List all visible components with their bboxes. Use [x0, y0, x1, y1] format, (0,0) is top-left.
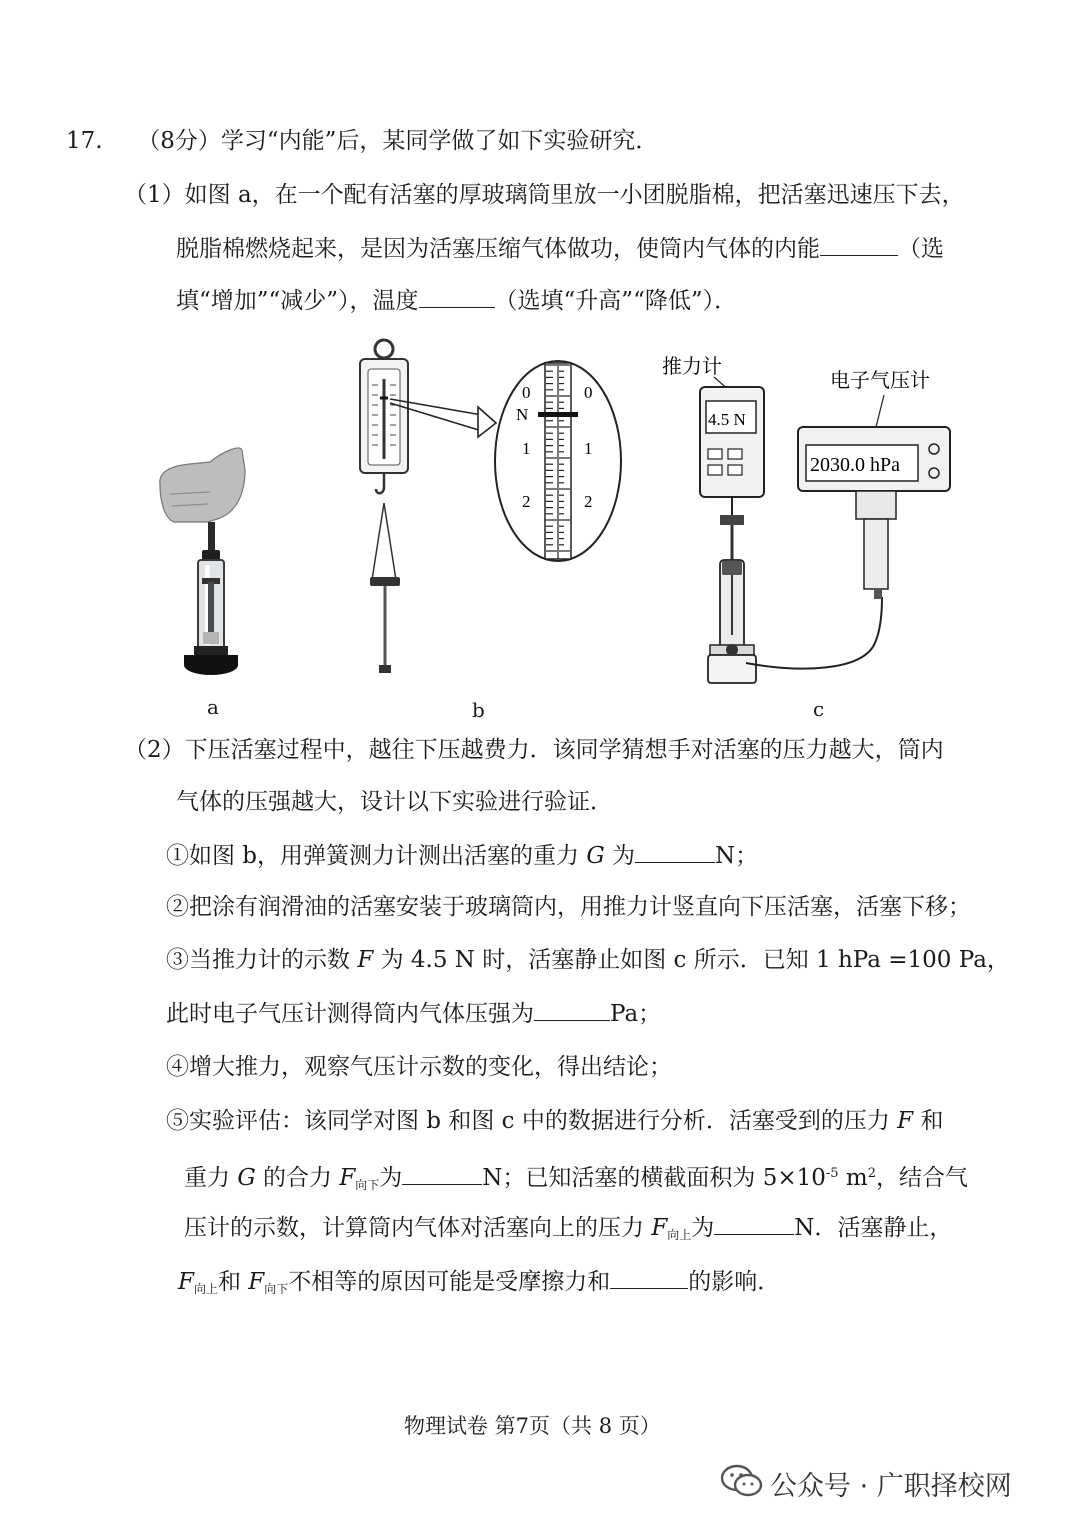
step1-var-g: G: [586, 843, 605, 869]
part2-line1: [124, 735, 944, 765]
step5-line2: [184, 1159, 968, 1200]
step3-text-a: ③当推力计的示数: [166, 947, 358, 973]
b-tick-left-2: 2: [522, 492, 531, 511]
step1: [166, 840, 758, 871]
figure-b-spring-scale: [350, 335, 650, 680]
step2-text: ②把涂有润滑油的活塞安装于玻璃筒内，用推力计竖直向下压活塞，活塞下移；: [166, 894, 971, 920]
c-push-title: 推力计: [662, 356, 722, 378]
step5-line3: [184, 1212, 952, 1250]
step5-l3-sub-up: 向上: [667, 1228, 692, 1242]
step5-text-a: ⑤实验评估：该同学对图 b 和图 c 中的数据进行分析．活塞受到的压力: [166, 1108, 898, 1134]
question-number: 17.: [66, 128, 103, 154]
c-baro-title: 电子气压计: [830, 370, 930, 392]
step5-l4-a: 和: [217, 1269, 249, 1295]
step3: [166, 945, 1010, 975]
step4-text: ④增大推力，观察气压计示数的变化，得出结论；: [166, 1054, 672, 1080]
step5-l2-sub-down: 向下: [355, 1178, 380, 1192]
question-title: （8分）学习“内能”后，某同学做了如下实验研究．: [137, 128, 659, 154]
step5-l2-e: m: [838, 1165, 868, 1191]
step5-var-f: F: [897, 1108, 914, 1134]
b-tick-left-0: 0: [522, 383, 531, 402]
figure-c-label: c: [813, 697, 825, 721]
step5-l3-b: 为: [691, 1215, 715, 1241]
step5-l2-d: N；已知活塞的横截面积为 5×10: [482, 1165, 826, 1191]
part1-text-3a: 填“增加”“减少”），温度: [176, 288, 419, 314]
step5-l4-var-f2: F: [248, 1269, 265, 1295]
part1-line3: [176, 285, 737, 316]
c-push-readout: 4.5 N: [708, 410, 746, 429]
blank-pressure[interactable]: [534, 998, 610, 1021]
part2-intro-1: 下压活塞过程中，越往下压越费力．该同学猜想手对活塞的压力越大，筒内: [184, 737, 944, 763]
step4: [166, 1052, 672, 1082]
b-tick-left-1: 1: [522, 439, 531, 458]
figure-a-label: a: [207, 695, 219, 719]
part1-text-3b: （选填“升高”“降低”）．: [494, 288, 738, 314]
step5-l2-c: 为: [379, 1165, 403, 1191]
part1-text-2-tail: （选: [898, 236, 944, 262]
blank-other-factor[interactable]: [610, 1266, 688, 1289]
b-scale-n-label: N: [516, 405, 529, 424]
watermark-text: 公众号 · 广职择校网: [770, 1471, 1012, 1502]
step5-l4-sub-down: 向下: [264, 1282, 289, 1296]
part1-text-1: 如图 a，在一个配有活塞的厚玻璃筒里放一小团脱脂棉，把活塞迅速压下去，: [184, 182, 965, 208]
step5-l4-var-f1: F: [178, 1269, 194, 1295]
part1-line1: [124, 180, 965, 210]
c-baro-readout: 2030.0 hPa: [810, 454, 900, 476]
b-tick-right-2: 2: [584, 492, 593, 511]
blank-net-force[interactable]: [402, 1162, 482, 1185]
step5-text-b: 和: [913, 1108, 944, 1134]
blank-up-force[interactable]: [714, 1212, 794, 1235]
step5-l3-var-f: F: [651, 1215, 668, 1241]
part1-text-2: 脱脂棉燃烧起来，是因为活塞压缩气体做功，使筒内气体的内能: [176, 236, 820, 262]
step5-l2-var-f: F: [339, 1165, 356, 1191]
step5-l2-sq: 2: [867, 1166, 876, 1181]
blank-gravity[interactable]: [635, 840, 715, 863]
part1-label: （1）: [124, 182, 185, 208]
step5-l2-f: ，结合气: [875, 1165, 968, 1191]
step5-l2-var-g: G: [237, 1165, 256, 1191]
question-header: [66, 126, 658, 156]
figure-b-label: b: [472, 698, 485, 722]
step5-l3-a: 压计的示数，计算筒内气体对活塞向上的压力: [184, 1215, 652, 1241]
step1-text-b: 为: [604, 843, 636, 869]
part2-line2: [176, 787, 613, 817]
step5-l4-sub-up: 向上: [193, 1282, 218, 1296]
step5-l2-a: 重力: [184, 1165, 238, 1191]
b-tick-right-0: 0: [584, 383, 593, 402]
blank-temperature[interactable]: [419, 285, 495, 308]
step1-text-a: ①如图 b，用弹簧测力计测出活塞的重力: [166, 843, 587, 869]
step3-line2: [166, 998, 661, 1029]
step3-text-2: 此时电子气压计测得筒内气体压强为: [166, 1001, 534, 1027]
step1-unit: N；: [715, 843, 759, 869]
part2-intro-2: 气体的压强越大，设计以下实验进行验证．: [176, 789, 613, 815]
part1-line2: [176, 233, 944, 264]
step3-text-b: 为 4.5 N 时，活塞静止如图 c 所示．已知 1 hPa =100 Pa，: [373, 947, 1010, 973]
part2-label: （2）: [124, 737, 185, 763]
step5: [166, 1106, 943, 1136]
b-tick-right-1: 1: [584, 439, 593, 458]
wechat-icon: [720, 1463, 764, 1499]
blank-internal-energy[interactable]: [820, 233, 898, 256]
step2: [166, 892, 971, 922]
step5-l4-c: 的影响．: [688, 1269, 781, 1295]
step5-l2-exp: -5: [825, 1166, 839, 1181]
step5-l3-c: N．活塞静止，: [794, 1215, 953, 1241]
page-footer: 物理试卷 第7页（共 8 页）: [404, 1414, 661, 1438]
step5-line4: [178, 1266, 780, 1304]
figure-a-piston-tube: [150, 260, 260, 690]
step5-l2-b: 的合力: [255, 1165, 340, 1191]
step3-unit: Pa；: [610, 1001, 662, 1027]
figure-c-barometer-setup: [650, 345, 960, 690]
step3-var-f: F: [357, 947, 374, 973]
step5-l4-b: 不相等的原因可能是受摩擦力和: [288, 1269, 611, 1295]
